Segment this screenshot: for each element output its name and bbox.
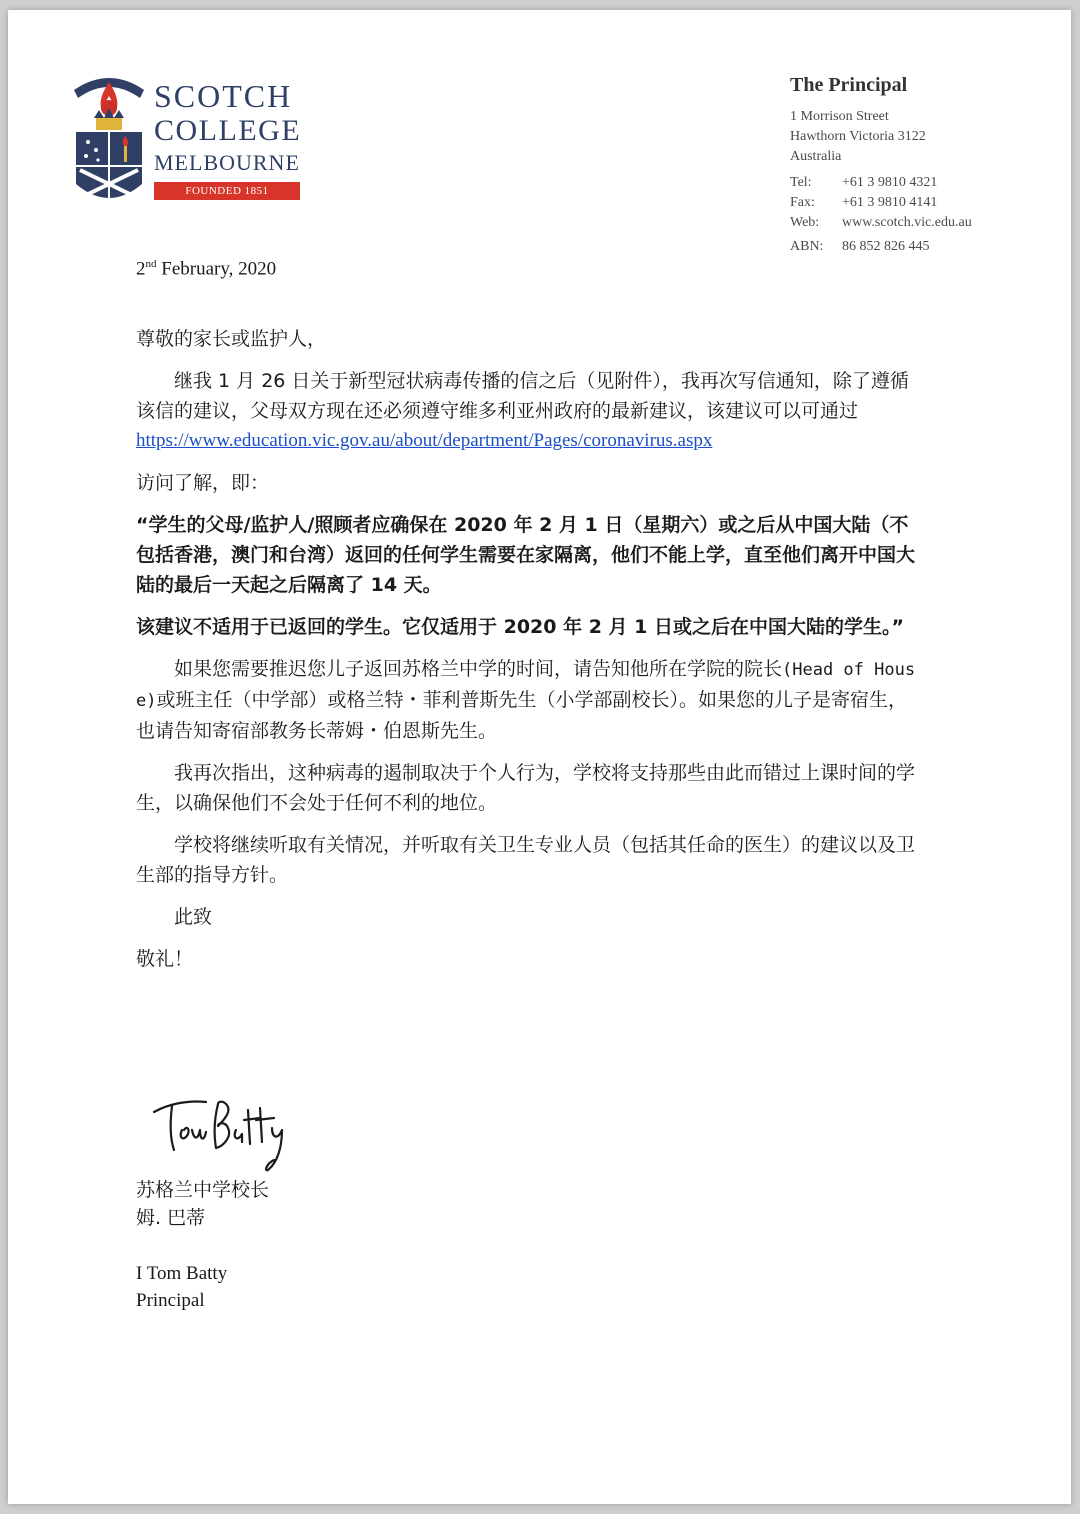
paragraph-1-text: 继我 1 月 26 日关于新型冠状病毒传播的信之后（见附件），我再次写信通知，除了遵循该信的建议，父母双方现在还必须遵守维多利亚州政府的最新建议，该建议可以可通过 [136,370,909,423]
letterhead-address [790,74,1050,257]
contact-list [790,173,1050,257]
contact-label: Fax: [790,195,815,210]
address-line: Australia [790,149,842,164]
paragraph-1-continued: 访问了解，即： [136,472,270,495]
salutation: 尊敬的家长或监护人， [136,328,327,351]
contact-label: Tel: [790,175,812,190]
closing-line-1: 此致 [174,906,213,929]
paragraph-4: 学校将继续听取有关情况，并听取有关卫生专业人员（包括其任命的医生）的建议以及卫生部的指导方针。 [136,834,916,887]
date-day: 2 [136,258,146,280]
contact-label: Web: [790,215,820,230]
paragraph-2-text-b: 或班主任（中学部）或格兰特・菲利普斯先生（小学部副校长）。如果您的儿子是寄宿生，也请告知寄宿部教务长蒂姆・伯恩斯先生。 [136,689,907,743]
signature-block-cn [136,1176,269,1232]
coronavirus-info-link[interactable]: https://www.education.vic.gov.au/about/department/Pages/coronavirus.aspx [136,430,713,452]
school-crest-icon [68,62,150,212]
address-line: Hawthorn Victoria 3122 [790,129,926,144]
logo-word-scotch: SCOTCH [154,78,293,114]
letterhead-title: The Principal [790,74,908,96]
handwritten-signature [148,1090,308,1180]
contact-fax [790,193,1050,213]
paragraph-2-text-a: 如果您需要推迟您儿子返回苏格兰中学的时间，请告知他所在学院的院长 [174,658,783,681]
contact-web [790,213,1050,233]
logo-word-college: COLLEGE [154,114,302,147]
paragraph-2 [136,654,916,746]
signature-block-en [136,1260,227,1314]
closing-line-2: 敬礼！ [136,948,194,971]
contact-tel [790,173,1050,193]
quote-paragraph-1: “学生的父母/监护人/照顾者应确保在 2020 年 2 月 1 日（星期六）或之后从中国大陆（不包括香港，澳门和台湾）返回的任何学生需要在家隔离，他们不能上学，直至他们离开中国大陆的最后一天起之后隔离了 14 天。 [136,514,916,597]
contact-abn [790,237,1050,257]
letter-body [136,258,916,986]
head-of-house-text: (Head of House) [136,660,916,712]
founded-banner: FOUNDED 1851 [154,182,300,200]
contact-value: +61 3 9810 4141 [842,195,938,210]
contact-label: ABN: [790,239,824,254]
signature-title-en: Principal [136,1290,205,1311]
contact-value: www.scotch.vic.edu.au [842,215,972,230]
address-line: 1 Morrison Street [790,109,889,124]
letter-page [8,10,1071,1504]
signature-title-cn: 苏格兰中学校长 [136,1179,270,1201]
signature-name-en: I Tom Batty [136,1263,228,1284]
date-suffix: nd [145,258,157,270]
school-logo [68,62,318,222]
contact-value: 86 852 826 445 [842,239,930,254]
signature-name-cn: 姆. 巴蒂 [136,1207,206,1229]
quote-paragraph-2: 该建议不适用于已返回的学生。它仅适用于 2020 年 2 月 1 日或之后在中国大陆的学生。” [136,616,904,639]
logo-word-melbourne: MELBOURNE [154,150,300,175]
letter-date [136,258,916,280]
contact-value: +61 3 9810 4321 [842,175,938,190]
paragraph-3: 我再次指出，这种病毒的遏制取决于个人行为，学校将支持那些由此而错过上课时间的学生，以确保他们不会处于任何不利的地位。 [136,762,916,815]
date-rest: February, 2020 [156,258,277,280]
paragraph-1 [136,366,916,456]
